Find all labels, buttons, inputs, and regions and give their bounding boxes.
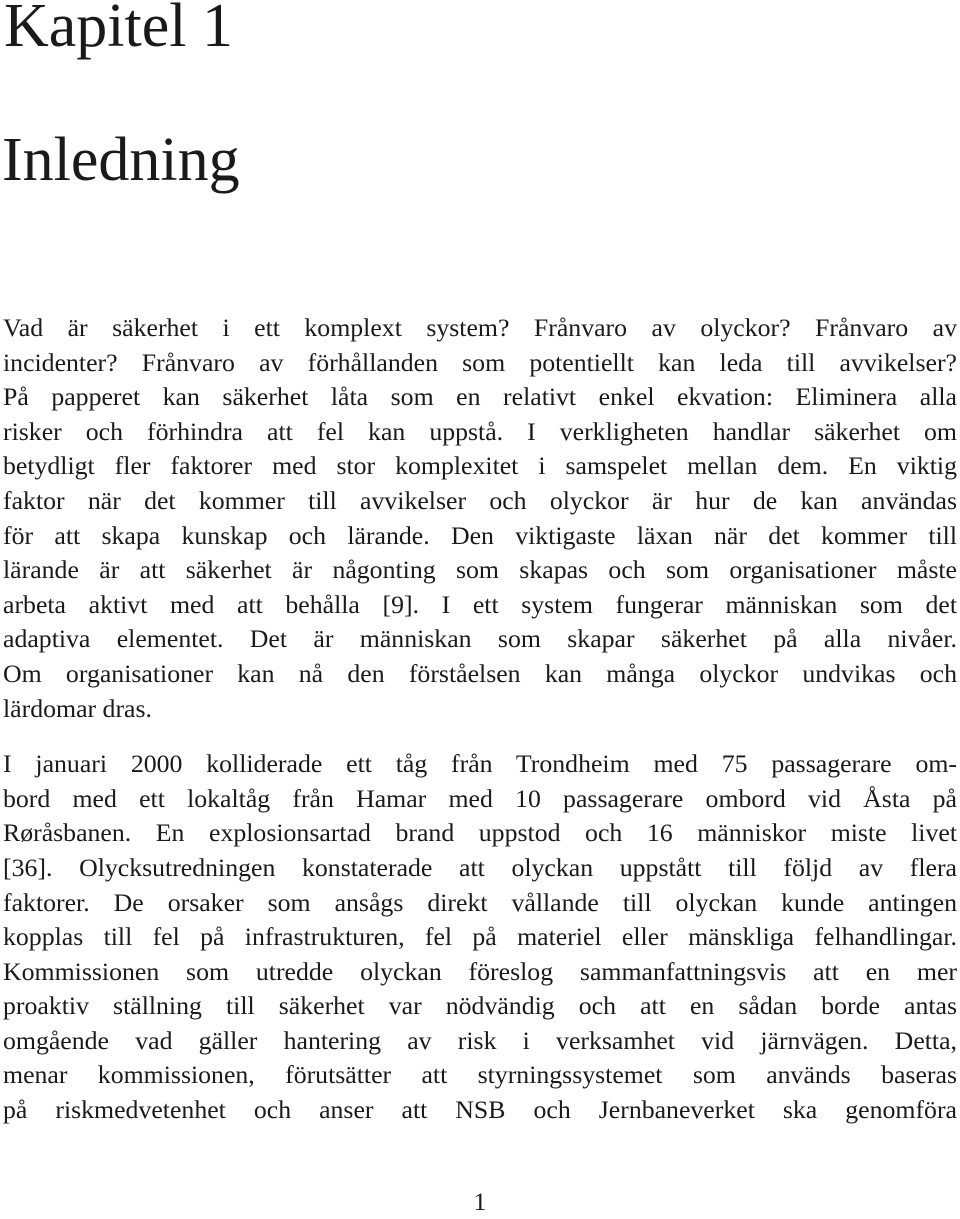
text-line: Kommissionen som utredde olyckan föreslog sammanfattningsvis att en mer xyxy=(3,956,957,986)
text-line: incidenter? Frånvaro av förhållanden som potentiellt kan leda till avvikelser? xyxy=(3,347,957,377)
text-line: omgående vad gäller hantering av risk i verksamhet vid järnvägen. Detta, xyxy=(3,1025,957,1055)
chapter-title: Inledning xyxy=(2,126,240,194)
text-line: risker och förhindra att fel kan uppstå. I verkligheten handlar säkerhet om xyxy=(3,416,957,446)
body-text xyxy=(3,311,957,1149)
text-line: proaktiv ställning till säkerhet var nödvändig och att en sådan borde antas xyxy=(3,991,957,1021)
text-line: lärande är att säkerhet är någonting som skapas och som organisationer måste xyxy=(3,555,957,585)
paragraph-intro xyxy=(3,311,957,726)
text-line: kopplas till fel på infrastrukturen, fel på materiel eller mänskliga felhandlingar. xyxy=(3,922,957,952)
text-line: bord med ett lokaltåg från Hamar med 10 passagerare ombord vid Åsta på xyxy=(3,783,957,813)
text-line: betydligt fler faktorer med stor komplexitet i samspelet mellan dem. En viktig xyxy=(3,451,957,481)
text-line: Vad är säkerhet i ett komplext system? Frånvaro av olyckor? Frånvaro av xyxy=(3,313,957,342)
paragraph-asta-accident xyxy=(3,747,957,1128)
text-line: [36]. Olycksutredningen konstaterade att olyckan uppstått till följd av flera xyxy=(3,852,957,882)
text-line: lärdomar dras. xyxy=(3,693,152,723)
page-number: 1 xyxy=(473,1187,487,1216)
chapter-label: Kapitel 1 xyxy=(4,0,233,60)
text-line: I januari 2000 kolliderade ett tåg från Trondheim med 75 passagerare om- xyxy=(3,749,957,779)
text-line: menar kommissionen, förutsätter att styrningssystemet som används baseras xyxy=(3,1060,957,1090)
text-line: arbeta aktivt med att behålla [9]. I ett system fungerar människan som det xyxy=(3,589,957,619)
text-line: för att skapa kunskap och lärande. Den viktigaste läxan när det kommer till xyxy=(3,520,957,550)
text-line: Røråsbanen. En explosionsartad brand uppstod och 16 människor miste livet xyxy=(3,818,957,848)
text-line: på riskmedvetenhet och anser att NSB och Jernbaneverket ska genomföra xyxy=(3,1095,957,1125)
text-line: faktorer. De orsaker som ansågs direkt vållande till olyckan kunde antingen xyxy=(3,887,957,917)
text-line: På papperet kan säkerhet låta som en relativt enkel ekvation: Eliminera alla xyxy=(3,382,957,412)
text-line: adaptiva elementet. Det är människan som skapar säkerhet på alla nivåer. xyxy=(3,624,957,654)
text-line: Om organisationer kan nå den förståelsen kan många olyckor undvikas och xyxy=(3,658,957,688)
text-line: faktor när det kommer till avvikelser och olyckor är hur de kan användas xyxy=(3,485,957,515)
